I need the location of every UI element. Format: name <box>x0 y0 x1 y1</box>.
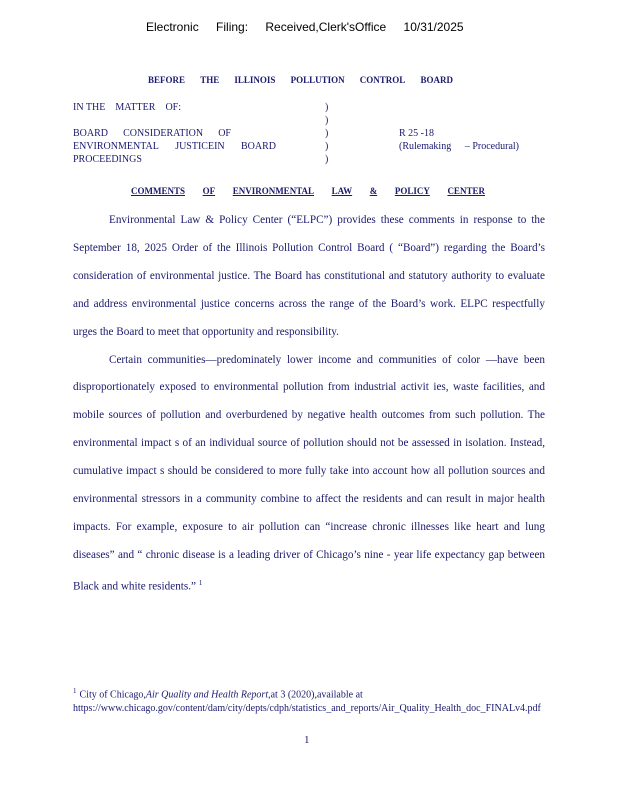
caption-paren: ) <box>325 115 329 126</box>
case-caption <box>73 101 543 166</box>
comment-body <box>73 207 545 601</box>
caption-word: BOARD <box>240 141 276 152</box>
title-word: POLICY <box>394 186 430 196</box>
filing-electronic: Electronic <box>146 20 199 34</box>
title-word: LAW <box>331 186 353 196</box>
caption-word: BOARD <box>73 128 109 139</box>
caption-word: ENVIRONMENTAL <box>73 141 159 152</box>
caption-paren: ) <box>325 102 329 113</box>
caption-word: IN THE <box>73 102 106 113</box>
title-word: & <box>369 186 378 196</box>
caption-word: OF <box>218 128 231 139</box>
caption-word: MATTER <box>115 102 156 113</box>
title-word: COMMENTS <box>131 186 185 196</box>
footnote-suffix: ,at 3 (2020),available at <box>268 689 363 701</box>
caption-paren: ) <box>325 128 329 139</box>
board-heading-word: ILLINOIS <box>234 75 276 85</box>
footnote-prefix: City of Chicago, <box>79 689 146 701</box>
footnote <box>73 684 553 716</box>
caption-paren: ) <box>325 141 329 152</box>
title-word: OF <box>202 186 216 196</box>
footnote-reference[interactable]: 1 <box>198 578 203 587</box>
filing-date: 10/31/2025 <box>403 20 464 34</box>
caption-word: JUSTICEIN <box>175 141 225 152</box>
board-heading <box>148 75 453 85</box>
footnote-title: Air Quality and Health Report <box>145 689 269 701</box>
board-heading-word: THE <box>200 75 220 85</box>
proceeding-type-right: – Procedural) <box>464 141 519 152</box>
caption-word: PROCEEDINGS <box>73 154 142 165</box>
board-heading-word: BEFORE <box>148 75 186 85</box>
board-heading-word: POLLUTION <box>290 75 345 85</box>
caption-word: OF: <box>165 102 181 113</box>
paragraph: Environmental Law & Policy Center (“ELPC”) provides these comments in response to the September 18, 2025 Order of the Illinois Pollution Control Board ( “Board”) regarding the Board’s consideration of environmental justice. The Board has constitutional and statutory authority to evaluate and address environmental justice concerns across the range of the Board’s work. ELPC respectfully urges the Board to meet that opportunity and responsibility. <box>73 214 545 338</box>
filing-label: Filing: <box>216 20 249 34</box>
caption-word: CONSIDERATION <box>123 128 204 139</box>
board-heading-word: CONTROL <box>359 75 406 85</box>
footnote-url[interactable]: https://www.chicago.gov/content/dam/city/depts/cdph/statistics_and_reports/Air_Quality_Health_doc_FINALv4.pdf <box>73 703 541 715</box>
caption-paren: ) <box>325 154 329 165</box>
proceeding-type-left: (Rulemaking <box>399 141 452 152</box>
title-word: CENTER <box>447 186 485 196</box>
board-heading-word: BOARD <box>420 75 453 85</box>
title-word: ENVIRONMENTAL <box>232 186 315 196</box>
filing-received: Received,Clerk'sOffice <box>265 20 387 34</box>
comments-title <box>131 186 485 196</box>
filing-header <box>146 20 478 34</box>
docket-number: R 25 -18 <box>399 128 434 139</box>
page-number: 1 <box>304 734 310 746</box>
footnote-number: 1 <box>73 687 77 695</box>
paragraph-text: Certain communities—predominately lower income and communities of color —have been disproportionately exposed to environmental pollution from industrial activit ies, waste facilities, and mobile sources of pollution and overburdened by negative health outcomes from such pollution. The environmental impact s of an individual source of pollution should not be assessed in isolation. Instead, cumulative impact s should be considered to more fully take into account how all pollution sources and environmental stressors in a community combine to affect the residents and can result in major health impacts. For example, exposure to air pollution can “increase chronic illnesses like heart and lung diseases” and “ chronic disease is a leading driver of Chicago’s nine - year life expectancy gap between Black and white residents.” <box>73 353 545 593</box>
paragraph <box>73 347 545 602</box>
